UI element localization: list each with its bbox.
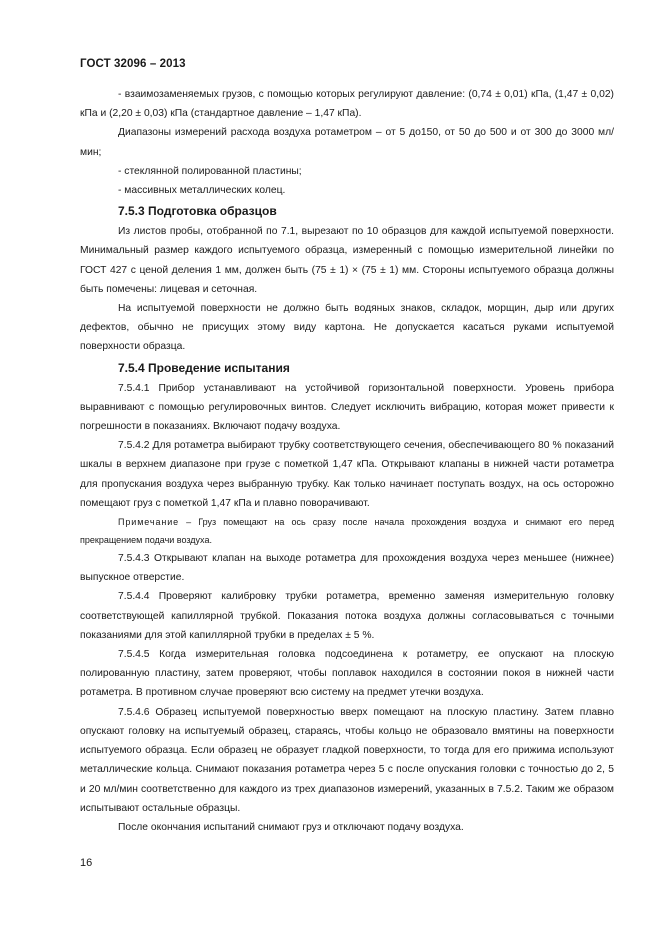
paragraph-7-5-4-5: 7.5.4.5 Когда измерительная головка подсоединена к ротаметру, ее опускают на плоскую полированную пластину, затем проверяют, чтобы поплавок находился в состоянии покоя в нижней части ротаметра. В противном случае проверяют всю систему на предмет утечки воздуха.: [80, 649, 614, 699]
note-label: Примечание: [118, 517, 180, 528]
list-item-metal-rings: - массивных металлических колец.: [118, 185, 286, 197]
paragraph-sample-defects: На испытуемой поверхности не должно быть водяных знаков, складок, морщин, дыр или других дефектов, обычно не присущих этому виду картона. Не допускается касаться руками испытуемой поверхности образца.: [80, 303, 614, 353]
paragraph-sample-cutting: Из листов пробы, отобранной по 7.1, вырезают по 10 образцов для каждой испытуемой поверхности. Минимальный размер каждого испытуемого образца, измеренный с помощью измерительной линейки по ГОСТ 427 с ценой деления 1 мм, должен быть (75 ± 1) × (75 ± 1) мм. Стороны испытуемого образца должны быть помечены: лицевая и сеточная.: [80, 226, 614, 295]
note: [80, 513, 614, 549]
paragraph-7-5-4-2: 7.5.4.2 Для ротаметра выбирают трубку соответствующего сечения, обеспечивающего 80 % показаний шкалы в верхнем диапазоне при грузе с пометкой 1,47 кПа. Открывают клапаны в нижней части ротаметра для пропускания воздуха через выбранную трубку. Как только начинает поступать воздух, на ось осторожно помещают груз с пометкой 1,47 кПа и плавно поворачивают.: [80, 440, 614, 509]
document-body: [80, 85, 614, 837]
list-item-glass-plate: - стеклянной полированной пластины;: [118, 165, 302, 177]
paragraph-7-5-4-3: 7.5.4.3 Открывают клапан на выходе ротаметра для прохождения воздуха через меньшее (нижнее) выпускное отверстие.: [80, 553, 614, 584]
paragraph-final: После окончания испытаний снимают груз и отключают подачу воздуха.: [118, 821, 464, 833]
page-header: ГОСТ 32096 – 2013: [80, 58, 186, 70]
note-text: – Груз помещают на ось сразу после начала прохождения воздуха и снимают его перед прекращением подачи воздуха.: [80, 517, 614, 546]
paragraph-7-5-4-6: 7.5.4.6 Образец испытуемой поверхностью вверх помещают на плоскую пластину. Затем плавно опускают головку на испытуемый образец, стараясь, чтобы кольцо не образовало вмятины на поверхности испытуемого образца. Если образец не образует гладкой поверхности, то тогда для его прижима используют металлические кольца. Снимают показания ротаметра через 5 с после опускания головки с точностью до 2, 5 и 20 мл/мин соответственно для каждого из трех диапазонов измерений, указанных в 7.5.2. Таким же образом испытывают остальные образцы.: [80, 706, 614, 814]
paragraph-7-5-4-4: 7.5.4.4 Проверяют калибровку трубки ротаметра, временно заменяя измерительную головку соответствующей капиллярной трубкой. Показания потока воздуха должны согласовываться с точными показаниями для этой капиллярной трубки в пределах ± 5 %.: [80, 591, 614, 641]
paragraph-7-5-4-1: 7.5.4.1 Прибор устанавливают на устойчивой горизонтальной поверхности. Уровень прибора выравнивают с помощью регулировочных винтов. Следует исключить вибрацию, которая может привести к погрешности в показаниях. Включают подачу воздуха.: [80, 382, 614, 433]
section-heading-7-5-4: 7.5.4 Проведение испытания: [118, 360, 290, 375]
paragraph-weights: - взаимозаменяемых грузов, с помощью которых регулируют давление: (0,74 ± 0,01) кПа, (1,47 ± 0,02) кПа и (2,20 ± 0,03) кПа (стандартное давление – 1,47 кПа).: [80, 89, 614, 120]
paragraph-ranges: Диапазоны измерений расхода воздуха ротаметром – от 5 до150, от 50 до 500 и от 300 до 3000 мл/мин;: [80, 127, 614, 158]
section-heading-7-5-3: 7.5.3 Подготовка образцов: [118, 204, 277, 219]
page-number: 16: [80, 857, 93, 869]
